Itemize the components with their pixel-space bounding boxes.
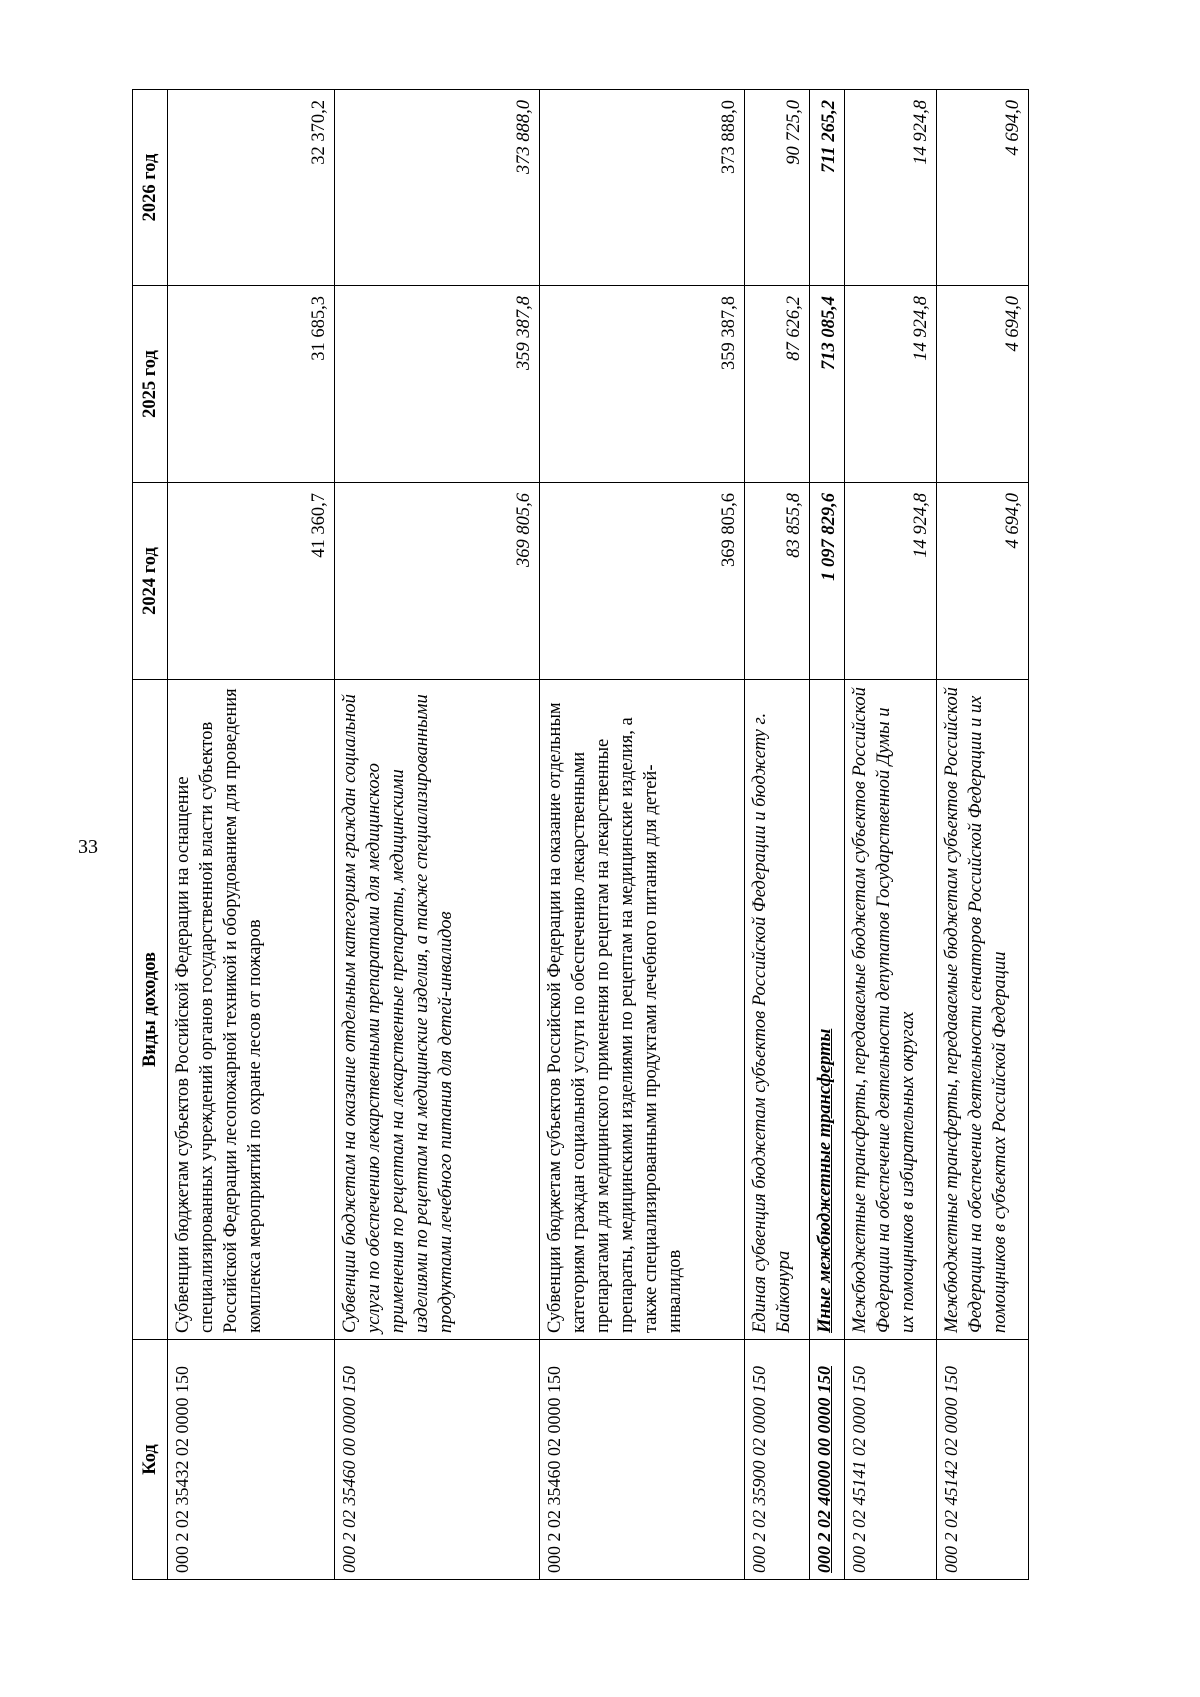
table-header-row [133, 90, 168, 1580]
row-code: 000 2 02 40000 00 0000 150 [810, 1340, 845, 1580]
table-row [810, 90, 845, 1580]
row-value-2024: 83 855,8 [745, 483, 810, 680]
table-row [335, 90, 540, 1580]
row-value-2026: 373 888,0 [335, 90, 540, 286]
row-value-2024: 41 360,7 [168, 483, 335, 680]
header-2024: 2024 год [133, 483, 168, 680]
row-value-2024: 1 097 829,6 [810, 483, 845, 680]
row-name: Межбюджетные трансферты, передаваемые бюджетам субъектов Российской Федерации на обеспечение деятельности депутатов Государственной Думы и их помощников в избирательных округах [845, 680, 937, 1340]
row-value-2024: 369 805,6 [540, 483, 745, 680]
row-value-2025: 31 685,3 [168, 286, 335, 483]
row-value-2024: 4 694,0 [937, 483, 1029, 680]
row-value-2024: 369 805,6 [335, 483, 540, 680]
row-value-2026: 90 725,0 [745, 90, 810, 286]
row-value-2025: 713 085,4 [810, 286, 845, 483]
table-row [168, 90, 335, 1580]
table-row [540, 90, 745, 1580]
row-value-2025: 359 387,8 [335, 286, 540, 483]
row-value-2026: 4 694,0 [937, 90, 1029, 286]
row-name: Субвенции бюджетам на оказание отдельным категориям граждан социальной услуги по обеспечению лекарственными препаратами для медицинского применения по рецептам на лекарственные препараты, медицинскими изделиями по рецептам на медицинские изделия, а также специализированными продуктами лечебного питания для детей-инвалидов [335, 680, 540, 1340]
row-name: Субвенции бюджетам субъектов Российской Федерации на оснащение специализированных учреждений органов государственной власти субъектов Российской Федерации лесопожарной техникой и оборудованием для проведения комплекса мероприятий по охране лесов от пожаров [168, 680, 335, 1340]
row-value-2025: 87 626,2 [745, 286, 810, 483]
table-row [745, 90, 810, 1580]
row-name: Субвенции бюджетам субъектов Российской Федерации на оказание отдельным категориям граждан социальной услуги по обеспечению лекарственными препаратами для медицинского применения по рецептам на лекарственные препараты, медицинскими изделиями по рецептам на медицинские изделия, а также специализированными продуктами лечебного питания для детей-инвалидов [540, 680, 745, 1340]
row-value-2026: 14 924,8 [845, 90, 937, 286]
row-name-text: Иные межбюджетные трансферты [815, 1028, 835, 1333]
row-code: 000 2 02 35460 02 0000 150 [540, 1340, 745, 1580]
row-value-2026: 373 888,0 [540, 90, 745, 286]
row-value-2025: 14 924,8 [845, 286, 937, 483]
row-value-2024: 14 924,8 [845, 483, 937, 680]
row-value-2026: 32 370,2 [168, 90, 335, 286]
row-name: Единая субвенция бюджетам субъектов Российской Федерации и бюджету г. Байконура [745, 680, 810, 1340]
row-name [810, 680, 845, 1340]
row-code: 000 2 02 35900 02 0000 150 [745, 1340, 810, 1580]
header-code: Код [133, 1340, 168, 1580]
header-name: Виды доходов [133, 680, 168, 1340]
row-code: 000 2 02 45142 02 0000 150 [937, 1340, 1029, 1580]
row-code: 000 2 02 45141 02 0000 150 [845, 1340, 937, 1580]
page-number: 33 [78, 836, 98, 858]
rotated-table-container [132, 90, 1023, 1580]
header-2026: 2026 год [133, 90, 168, 286]
table-row [937, 90, 1029, 1580]
header-2025: 2025 год [133, 286, 168, 483]
table-row [845, 90, 937, 1580]
row-value-2026: 711 265,2 [810, 90, 845, 286]
row-value-2025: 359 387,8 [540, 286, 745, 483]
row-code: 000 2 02 35460 00 0000 150 [335, 1340, 540, 1580]
revenue-table [132, 89, 1029, 1580]
row-code: 000 2 02 35432 02 0000 150 [168, 1340, 335, 1580]
row-name: Межбюджетные трансферты, передаваемые бюджетам субъектов Российской Федерации на обеспечение деятельности сенаторов Российской Федерации и их помощников в субъектах Российской Федерации [937, 680, 1029, 1340]
row-value-2025: 4 694,0 [937, 286, 1029, 483]
